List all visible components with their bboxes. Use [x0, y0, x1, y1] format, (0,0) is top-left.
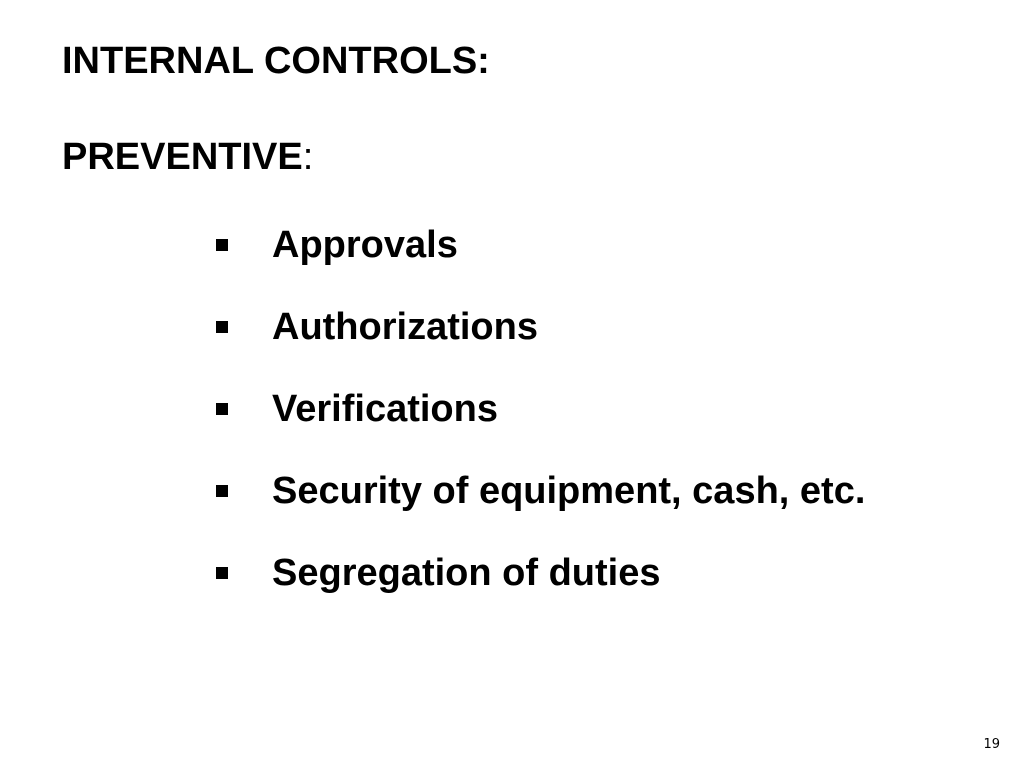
section-heading	[62, 134, 313, 180]
slide-title: INTERNAL CONTROLS:	[62, 40, 490, 82]
bullet-item	[216, 368, 865, 450]
page-number: 19	[983, 737, 1000, 752]
bullet-item	[216, 532, 865, 614]
bullet-text: Security of equipment, cash, etc.	[272, 470, 866, 512]
bullet-item	[216, 286, 865, 368]
section-heading-colon: :	[302, 136, 314, 178]
bullet-item	[216, 450, 865, 532]
square-bullet-icon	[216, 567, 228, 579]
bullet-item	[216, 204, 865, 286]
square-bullet-icon	[216, 321, 228, 333]
bullet-text: Approvals	[272, 224, 458, 266]
bullet-text: Verifications	[272, 388, 498, 430]
bullet-text: Segregation of duties	[272, 552, 661, 594]
section-heading-text: PREVENTIVE	[62, 136, 303, 178]
square-bullet-icon	[216, 239, 228, 251]
bullet-list	[216, 204, 865, 614]
square-bullet-icon	[216, 403, 228, 415]
square-bullet-icon	[216, 485, 228, 497]
bullet-text: Authorizations	[272, 306, 538, 348]
